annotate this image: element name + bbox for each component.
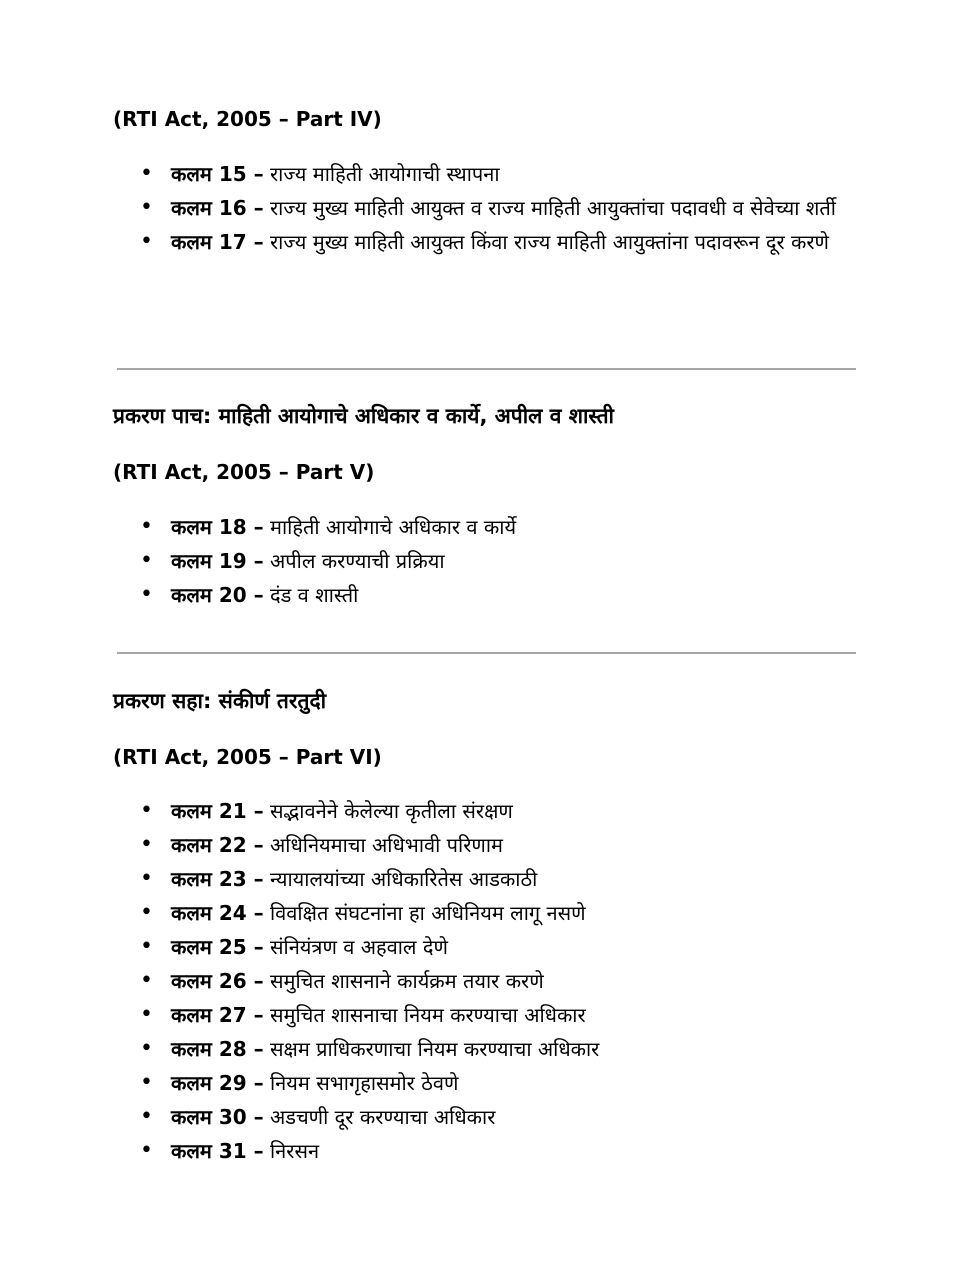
bullet-icon: •	[140, 934, 153, 959]
list-item	[0, 510, 968, 544]
bullet-icon: •	[140, 798, 153, 823]
section-number: कलम 24 –	[171, 901, 264, 925]
bullet-icon: •	[140, 195, 153, 220]
section-number: कलम 20 –	[171, 583, 264, 607]
list-item	[0, 930, 968, 964]
section-title: समुचित शासनाने कार्यक्रम तयार करणे	[263, 969, 544, 993]
section-title: राज्य मुख्य माहिती आयुक्त किंवा राज्य माहिती आयुक्तांना पदावरून दूर करणे	[263, 230, 830, 254]
divider	[117, 652, 856, 654]
section-list	[0, 157, 968, 259]
divider	[117, 368, 856, 370]
list-item	[0, 1134, 968, 1168]
section-number: कलम 25 –	[171, 935, 264, 959]
section-title: सद्भावनेने केलेल्या कृतीला संरक्षण	[263, 799, 513, 823]
section-title: अडचणी दूर करण्याचा अधिकार	[263, 1105, 496, 1129]
bullet-icon: •	[140, 161, 153, 186]
section-title: समुचित शासनाचा नियम करण्याचा अधिकार	[263, 1003, 586, 1027]
list-item	[0, 998, 968, 1032]
section-number: कलम 23 –	[171, 867, 264, 891]
bullet-icon: •	[140, 1036, 153, 1061]
section-title: नियम सभागृहासमोर ठेवणे	[263, 1071, 459, 1095]
list-item	[0, 578, 968, 612]
list-item	[0, 896, 968, 930]
section-title: सक्षम प्राधिकरणाचा नियम करण्याचा अधिकार	[263, 1037, 600, 1061]
section-title: संनियंत्रण व अहवाल देणे	[263, 935, 448, 959]
chapter-title: प्रकरण सहा: संकीर्ण तरतुदी	[113, 689, 327, 713]
bullet-icon: •	[140, 1138, 153, 1163]
bullet-icon: •	[140, 1002, 153, 1027]
section-title: अधिनियमाचा अधिभावी परिणाम	[263, 833, 503, 857]
bullet-icon: •	[140, 866, 153, 891]
list-item	[0, 1066, 968, 1100]
section-title: दंड व शास्ती	[263, 583, 359, 607]
part-heading: (RTI Act, 2005 – Part IV)	[113, 107, 382, 131]
section-number: कलम 29 –	[171, 1071, 264, 1095]
list-item	[0, 191, 968, 225]
section-number: कलम 22 –	[171, 833, 264, 857]
chapter-title: प्रकरण पाच: माहिती आयोगाचे अधिकार व कार्ये, अपील व शास्ती	[113, 404, 614, 428]
bullet-icon: •	[140, 1070, 153, 1095]
bullet-icon: •	[140, 900, 153, 925]
section-title: राज्य मुख्य माहिती आयुक्त व राज्य माहिती आयुक्तांचा पदावधी व सेवेच्या शर्ती	[263, 196, 836, 220]
list-item	[0, 794, 968, 828]
bullet-icon: •	[140, 1104, 153, 1129]
section-number: कलम 26 –	[171, 969, 264, 993]
bullet-icon: •	[140, 582, 153, 607]
section-number: कलम 16 –	[171, 196, 264, 220]
section-number: कलम 30 –	[171, 1105, 264, 1129]
bullet-icon: •	[140, 832, 153, 857]
list-item	[0, 964, 968, 998]
section-number: कलम 19 –	[171, 549, 264, 573]
section-title: राज्य माहिती आयोगाची स्थापना	[263, 162, 500, 186]
section-title: न्यायालयांच्या अधिकारितेस आडकाठी	[263, 867, 538, 891]
list-item	[0, 544, 968, 578]
section-number: कलम 18 –	[171, 515, 264, 539]
list-item	[0, 157, 968, 191]
section-number: कलम 31 –	[171, 1139, 264, 1163]
section-number: कलम 15 –	[171, 162, 264, 186]
section-number: कलम 27 –	[171, 1003, 264, 1027]
section-list	[0, 510, 968, 612]
section-title: माहिती आयोगाचे अधिकार व कार्ये	[263, 515, 517, 539]
part-heading: (RTI Act, 2005 – Part VI)	[113, 745, 382, 769]
section-number: कलम 21 –	[171, 799, 264, 823]
bullet-icon: •	[140, 968, 153, 993]
list-item	[0, 828, 968, 862]
section-title: अपील करण्याची प्रक्रिया	[263, 549, 445, 573]
list-item	[0, 1032, 968, 1066]
section-number: कलम 17 –	[171, 230, 264, 254]
bullet-icon: •	[140, 548, 153, 573]
section-title: निरसन	[263, 1139, 320, 1163]
list-item	[0, 862, 968, 896]
list-item	[0, 225, 968, 259]
bullet-icon: •	[140, 229, 153, 254]
section-title: विवक्षित संघटनांना हा अधिनियम लागू नसणे	[263, 901, 586, 925]
bullet-icon: •	[140, 514, 153, 539]
part-heading: (RTI Act, 2005 – Part V)	[113, 460, 375, 484]
section-list	[0, 794, 968, 1168]
section-number: कलम 28 –	[171, 1037, 264, 1061]
list-item	[0, 1100, 968, 1134]
